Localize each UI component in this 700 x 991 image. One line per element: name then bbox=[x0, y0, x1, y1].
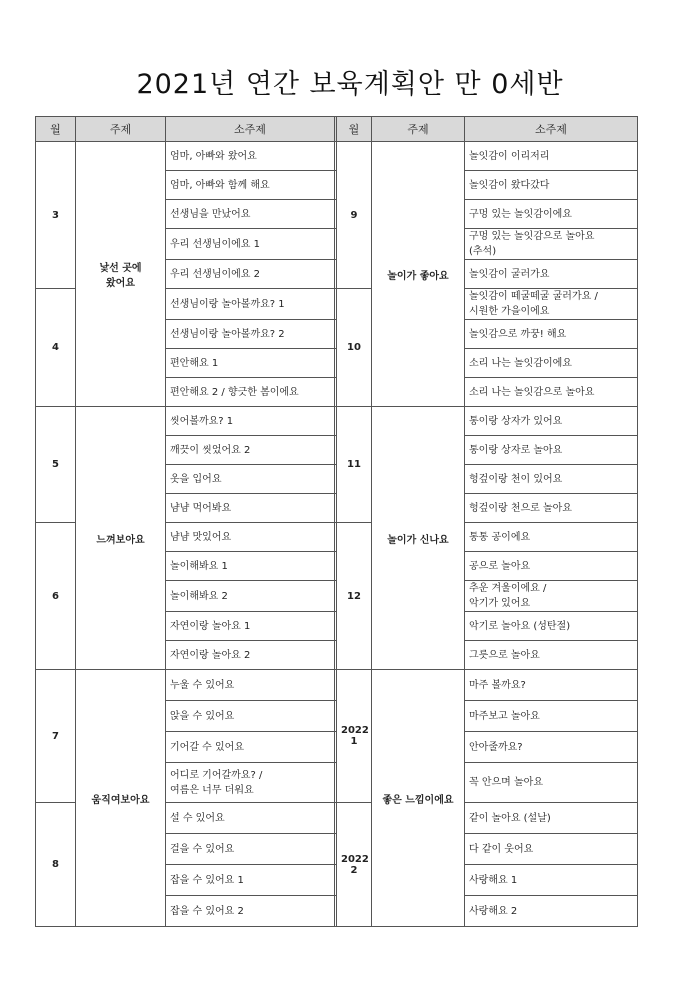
month-cell: 8 bbox=[36, 803, 76, 927]
header-month: 월 bbox=[337, 117, 372, 142]
separator bbox=[335, 171, 337, 200]
separator bbox=[335, 641, 337, 670]
subtheme-cell: 냠냠 맛있어요 bbox=[166, 523, 335, 552]
plan-table bbox=[35, 116, 638, 927]
theme-cell: 낯선 곳에 왔어요 bbox=[76, 142, 166, 407]
theme-cell: 놀이가 좋아요 bbox=[372, 142, 465, 407]
subtheme-cell: 사랑해요 2 bbox=[465, 896, 638, 927]
subtheme-cell: 기어갈 수 있어요 bbox=[166, 732, 335, 763]
table-row bbox=[36, 142, 638, 171]
separator bbox=[335, 260, 337, 289]
subtheme-cell: 놀잇감이 떼굴떼굴 굴러가요 / 시원한 가을이에요 bbox=[465, 289, 638, 320]
subtheme-cell: 편안해요 1 bbox=[166, 349, 335, 378]
separator bbox=[335, 763, 337, 803]
separator bbox=[335, 378, 337, 407]
subtheme-cell: 깨끗이 씻었어요 2 bbox=[166, 436, 335, 465]
subtheme-cell: 구멍 있는 놀잇감으로 놀아요 (추석) bbox=[465, 229, 638, 260]
subtheme-cell: 통이랑 상자가 있어요 bbox=[465, 407, 638, 436]
subtheme-cell: 앉을 수 있어요 bbox=[166, 701, 335, 732]
subtheme-cell: 자연이랑 놀아요 1 bbox=[166, 612, 335, 641]
month-cell: 9 bbox=[337, 142, 372, 289]
subtheme-cell: 안아줄까요? bbox=[465, 732, 638, 763]
subtheme-cell: 누울 수 있어요 bbox=[166, 670, 335, 701]
subtheme-cell: 다 같이 웃어요 bbox=[465, 834, 638, 865]
subtheme-cell: 추운 겨울이에요 / 악기가 있어요 bbox=[465, 581, 638, 612]
subtheme-cell: 악기로 놀아요 (성탄절) bbox=[465, 612, 638, 641]
separator bbox=[335, 349, 337, 378]
subtheme-cell: 구멍 있는 놀잇감이에요 bbox=[465, 200, 638, 229]
table-row bbox=[36, 670, 638, 701]
separator bbox=[335, 701, 337, 732]
separator bbox=[335, 865, 337, 896]
header-subtheme: 소주제 bbox=[465, 117, 638, 142]
month-cell: 6 bbox=[36, 523, 76, 670]
theme-cell: 움직여보아요 bbox=[76, 670, 166, 927]
subtheme-cell: 놀이해봐요 2 bbox=[166, 581, 335, 612]
month-cell: 10 bbox=[337, 289, 372, 407]
month-cell: 11 bbox=[337, 407, 372, 523]
header-theme: 주제 bbox=[372, 117, 465, 142]
separator bbox=[335, 200, 337, 229]
subtheme-cell: 놀잇감이 굴러가요 bbox=[465, 260, 638, 289]
subtheme-cell: 마주 볼까요? bbox=[465, 670, 638, 701]
subtheme-cell: 설 수 있어요 bbox=[166, 803, 335, 834]
subtheme-cell: 헝겊이랑 천으로 놀아요 bbox=[465, 494, 638, 523]
subtheme-cell: 소리 나는 놀잇감으로 놀아요 bbox=[465, 378, 638, 407]
subtheme-cell: 우리 선생님이에요 1 bbox=[166, 229, 335, 260]
separator bbox=[335, 612, 337, 641]
subtheme-cell: 소리 나는 놀잇감이에요 bbox=[465, 349, 638, 378]
subtheme-cell: 엄마, 아빠와 함께 해요 bbox=[166, 171, 335, 200]
subtheme-cell: 놀잇감이 왔다갔다 bbox=[465, 171, 638, 200]
subtheme-cell: 씻어볼까요? 1 bbox=[166, 407, 335, 436]
subtheme-cell: 편안해요 2 / 향긋한 봄이에요 bbox=[166, 378, 335, 407]
theme-cell: 느껴보아요 bbox=[76, 407, 166, 670]
subtheme-cell: 꼭 안으며 놀아요 bbox=[465, 763, 638, 803]
subtheme-cell: 냠냠 먹어봐요 bbox=[166, 494, 335, 523]
separator bbox=[335, 834, 337, 865]
subtheme-cell: 마주보고 놀아요 bbox=[465, 701, 638, 732]
separator bbox=[335, 896, 337, 927]
page-title: 2021년 연간 보육계획안 만 0세반 bbox=[136, 69, 564, 100]
separator bbox=[335, 494, 337, 523]
subtheme-cell: 어디로 기어갈까요? / 여름은 너무 더워요 bbox=[166, 763, 335, 803]
separator bbox=[335, 732, 337, 763]
header-subtheme: 소주제 bbox=[166, 117, 335, 142]
header-theme: 주제 bbox=[76, 117, 166, 142]
subtheme-cell: 통통 공이에요 bbox=[465, 523, 638, 552]
subtheme-cell: 놀잇감이 이리저리 bbox=[465, 142, 638, 171]
subtheme-cell: 공으로 놀아요 bbox=[465, 552, 638, 581]
subtheme-cell: 우리 선생님이에요 2 bbox=[166, 260, 335, 289]
subtheme-cell: 사랑해요 1 bbox=[465, 865, 638, 896]
separator bbox=[335, 552, 337, 581]
plan-body bbox=[36, 142, 638, 927]
subtheme-cell: 같이 놀아요 (설날) bbox=[465, 803, 638, 834]
separator bbox=[335, 581, 337, 612]
subtheme-cell: 놀이해봐요 1 bbox=[166, 552, 335, 581]
subtheme-cell: 자연이랑 놀아요 2 bbox=[166, 641, 335, 670]
month-cell: 5 bbox=[36, 407, 76, 523]
separator bbox=[335, 229, 337, 260]
subtheme-cell: 옷을 입어요 bbox=[166, 465, 335, 494]
month-cell: 4 bbox=[36, 289, 76, 407]
header-row bbox=[36, 117, 638, 142]
header-month: 월 bbox=[36, 117, 76, 142]
subtheme-cell: 놀잇감으로 까꿍! 해요 bbox=[465, 320, 638, 349]
theme-cell: 좋은 느낌이에요 bbox=[372, 670, 465, 927]
table-row bbox=[36, 407, 638, 436]
month-cell: 3 bbox=[36, 142, 76, 289]
separator bbox=[335, 320, 337, 349]
subtheme-cell: 선생님을 만났어요 bbox=[166, 200, 335, 229]
month-cell: 2022 2 bbox=[337, 803, 372, 927]
month-cell: 12 bbox=[337, 523, 372, 670]
theme-cell: 놀이가 신나요 bbox=[372, 407, 465, 670]
subtheme-cell: 선생님이랑 놀아볼까요? 1 bbox=[166, 289, 335, 320]
subtheme-cell: 잡을 수 있어요 2 bbox=[166, 896, 335, 927]
subtheme-cell: 헝겊이랑 천이 있어요 bbox=[465, 465, 638, 494]
subtheme-cell: 그릇으로 놀아요 bbox=[465, 641, 638, 670]
separator bbox=[335, 436, 337, 465]
subtheme-cell: 걸을 수 있어요 bbox=[166, 834, 335, 865]
subtheme-cell: 엄마, 아빠와 왔어요 bbox=[166, 142, 335, 171]
month-cell: 7 bbox=[36, 670, 76, 803]
month-cell: 2022 1 bbox=[337, 670, 372, 803]
subtheme-cell: 잡을 수 있어요 1 bbox=[166, 865, 335, 896]
subtheme-cell: 선생님이랑 놀아볼까요? 2 bbox=[166, 320, 335, 349]
separator bbox=[335, 465, 337, 494]
subtheme-cell: 통이랑 상자로 놀아요 bbox=[465, 436, 638, 465]
